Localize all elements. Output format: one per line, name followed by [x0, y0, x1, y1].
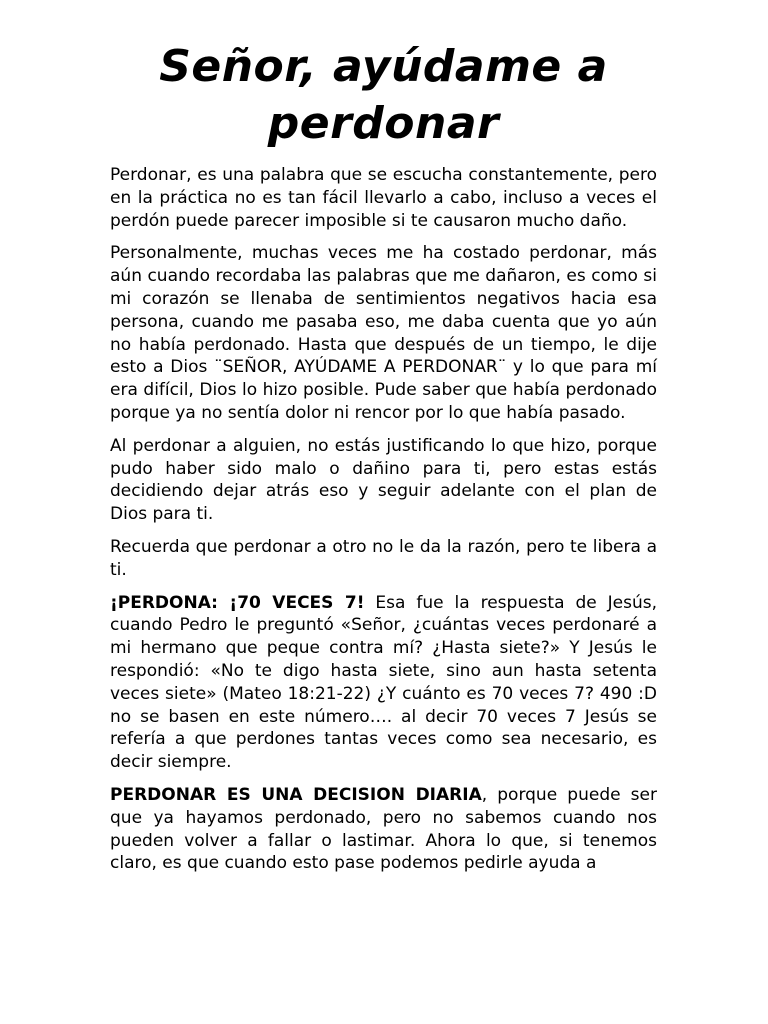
document-title: Señor, ayúdame a perdonar [159, 41, 608, 149]
paragraph-1 [110, 164, 657, 232]
document-page [110, 38, 657, 885]
paragraph-5 [110, 592, 657, 774]
paragraph-4-text: Recuerda que perdonar a otro no le da la razón, pero te libera a ti. [110, 536, 657, 580]
paragraph-5-bold-lead: ¡PERDONA: ¡70 VECES 7! [110, 592, 365, 613]
paragraph-6-text: , porque puede ser que ya hayamos perdonado, pero no sabemos cuando nos pueden volver a fallar o lastimar. Ahora lo que, si tenemos claro, es que cuando esto pase podemos pedirle ayuda a [110, 784, 657, 874]
paragraph-2-text: Personalmente, muchas veces me ha costado perdonar, más aún cuando recordaba las palabras que me dañaron, es como si mi corazón se llenaba de sentimientos negativos hacia esa persona, cuando me pasaba eso, me daba cuenta que yo aún no había perdonado. Hasta que después de un tiempo, le dije esto a Dios ¨SEÑOR, AYÚDAME A PERDONAR¨ y lo que para mí era difícil, Dios lo hizo posible. Pude saber que había perdonado porque ya no sentía dolor ni rencor por lo que había pasado. [110, 243, 657, 423]
paragraph-3 [110, 435, 657, 526]
paragraph-6 [110, 784, 657, 875]
paragraph-5-text: Esa fue la respuesta de Jesús, cuando Pedro le preguntó «Señor, ¿cuántas veces perdonaré a mi hermano que peque contra mí? ¿Hasta siete?» Y Jesús le respondió: «No te digo hasta siete, sino aun hasta setenta veces siete» (Mateo 18:21-22) ¿Y cuánto es 70 veces 7? 490 :D no se basen en este número…. al decir 70 veces 7 Jesús se refería a que perdones tantas veces como sea necesario, es decir siempre. [110, 592, 658, 773]
paragraph-6-bold-lead: PERDONAR ES UNA DECISION DIARIA [110, 784, 482, 805]
paragraph-3-text: Al perdonar a alguien, no estás justificando lo que hizo, porque pudo haber sido malo o dañino para ti, pero estas estás decidiendo dejar atrás eso y seguir adelante con el plan de Dios para ti. [110, 435, 657, 525]
paragraph-1-text: Perdonar, es una palabra que se escucha constantemente, pero en la práctica no es tan fácil llevarlo a cabo, incluso a veces el perdón puede parecer imposible si te causaron mucho daño. [110, 165, 657, 231]
paragraph-2 [110, 242, 657, 424]
paragraph-4 [110, 536, 657, 582]
